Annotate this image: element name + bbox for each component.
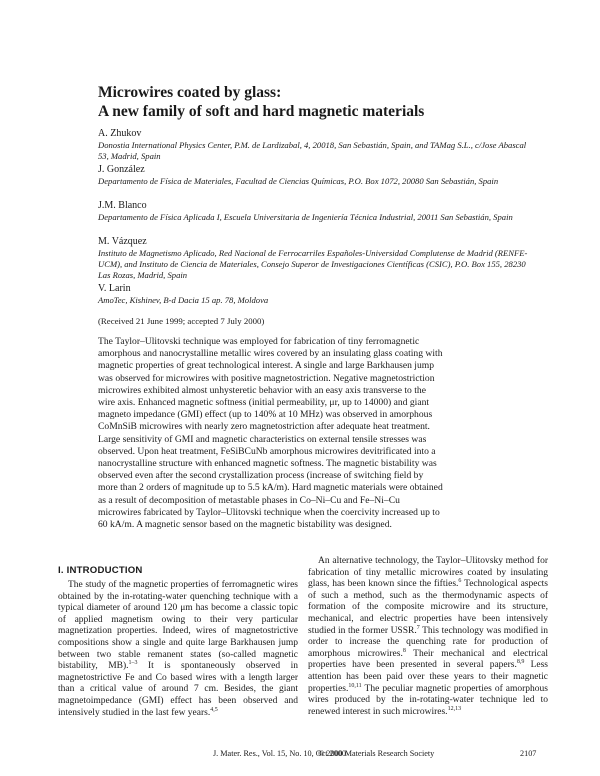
page-number: 2107	[520, 749, 537, 758]
intro-text: An alternative technology, the Taylor–Ulitovsky method for fabrication of tiny metallic microwires coated by insulating glass, has been known since the fifties.	[308, 556, 548, 590]
intro-text: Less attention has been paid over these years to their magnetic properties.	[308, 660, 548, 694]
intro-text: Their mechanical and electrical properties have been presented in several papers.	[308, 648, 548, 671]
abstract: The Taylor–Ulitovski technique was employed for fabrication of tiny ferromagnetic amorphous and nanocrystalline metallic wires covered by an insulating glass coating with magnetic properties of great technological interest. A single and large Barkhausen jump was observed for microwires with positive magnetostriction. Negative magnetostriction microwires exhibited almost unhysteretic behavior with an easy axis transverse to the wire axis. Enhanced magnetic softness (initial permeability, μr, up to 14000) and giant magneto impedance (GMI) effect (up to 140% at 10 MHz) was observed in amorphous CoMnSiB microwires with nearly zero magnetostriction after adequate heat treatment. Large sensitivity of GMI and magnetic characteristics on external tensile stresses was observed. Upon heat treatment, FeSiBCuNb amorphous microwires devitrificated into a nanocrystalline structure with enhanced magnetic softness. The magnetic bistability was observed even after the second crystallization process (increase of switching field by more than 2 orders of magnitude up to 5.5 kA/m). Hard magnetic materials were obtained as a result of decomposition of metastable phases in Co–Ni–Cu and Fe–Ni–Cu microwires fabricated by Taylor–Ulitovski technique when the coercivity increased up to 60 kA/m. A magnetic sensor based on the magnetic bistability was designed.	[98, 336, 443, 531]
author-affiliation: Departamento de Física Aplicada I, Escuela Universitaria de Ingeniería Técnica Industrial, 20011 San Sebastián, Spain	[98, 212, 513, 222]
intro-paragraph	[58, 580, 298, 719]
section-heading: I. INTRODUCTION	[58, 565, 143, 576]
paper-title	[98, 83, 538, 121]
title-line-2: A new family of soft and hard magnetic materials	[98, 103, 425, 120]
author-name: A. Zhukov	[98, 128, 142, 139]
citation: 4,5	[210, 706, 218, 713]
citation: 8,9	[516, 659, 525, 666]
intro-text: This technology was modified in order to increase the quenching rate for production of amorphous microwires.	[308, 625, 548, 659]
author-affiliation: Instituto de Magnetismo Aplicado, Red Nacional de Ferrocarriles Españoles-Universidad Complutense de Madrid (RENFE-UCM), and Instituto de Ciencia de Materiales, Consejo Superor de Investigaciones Científicas (CSIC), P.O. Box 155, 28230 Las Rozas, Madrid, Spain	[98, 248, 528, 280]
intro-paragraph	[308, 556, 548, 718]
intro-left-column	[58, 580, 298, 719]
intro-text: It is spontaneously observed in magnetostrictive Fe and Co based wires with a length larger than a critical value of around 7 cm. Besides, the giant magnetoimpedance (GMI) effect has been observed and intensively studied in the last few years.	[58, 661, 298, 718]
author-affiliation: Departamento de Física de Materiales, Facultad de Ciencias Químicas, P.O. Box 1072, 20080 San Sebastián, Spain	[98, 176, 499, 186]
citation: 6	[458, 578, 462, 585]
author-affiliation: Donostia International Physics Center, P.M. de Lardizabal, 4, 20018, San Sebastián, Spain, and TAMag S.L., c/Jose Abascal 53, Madrid, Spain	[98, 140, 527, 161]
citation: 12,13	[447, 705, 462, 712]
citation: 7	[416, 624, 420, 631]
intro-right-column	[308, 556, 548, 718]
intro-text: The peculiar magnetic properties of amorphous wires produced by the in-rotating-water technique led to renewed interest in such microwires.	[308, 683, 548, 717]
footer-copyright: © 2000 Materials Research Society	[318, 749, 435, 758]
intro-text: The study of the magnetic properties of ferromagnetic wires obtained by the in-rotating-water quenching technique with a typical diameter of around 120 μm has become a classic topic of applied magnetism owing to their very particular magnetization properties. Indeed, wires of magnetostrictive compositions show a single and quite large Barkhausen jump between two stable remanent states (so-called magnetic bistability, MB).	[58, 580, 298, 672]
citation: 10,11	[348, 682, 362, 689]
author-name: M. Vázquez	[98, 236, 147, 247]
author-name: J.M. Blanco	[98, 200, 147, 211]
title-line-1: Microwires coated by glass:	[98, 84, 282, 101]
footer-journal: J. Mater. Res., Vol. 15, No. 10, Oct 2000	[213, 749, 346, 758]
author-name: J. González	[98, 164, 145, 175]
citation: 1–3	[128, 660, 138, 666]
citation: 8	[402, 647, 406, 654]
author-name: V. Larin	[98, 283, 131, 294]
received-date: (Received 21 June 1999; accepted 7 July 2000)	[98, 316, 265, 326]
intro-text: Technological aspects of such a method, such as the thermodynamic aspects of formation of the composite microwire and its structure, mechanical, and electric properties have been intensively studied in the former USSR.	[308, 579, 548, 636]
author-affiliation: AmoTec, Kishinev, B-d Dacia 15 ap. 78, Moldova	[98, 295, 269, 305]
